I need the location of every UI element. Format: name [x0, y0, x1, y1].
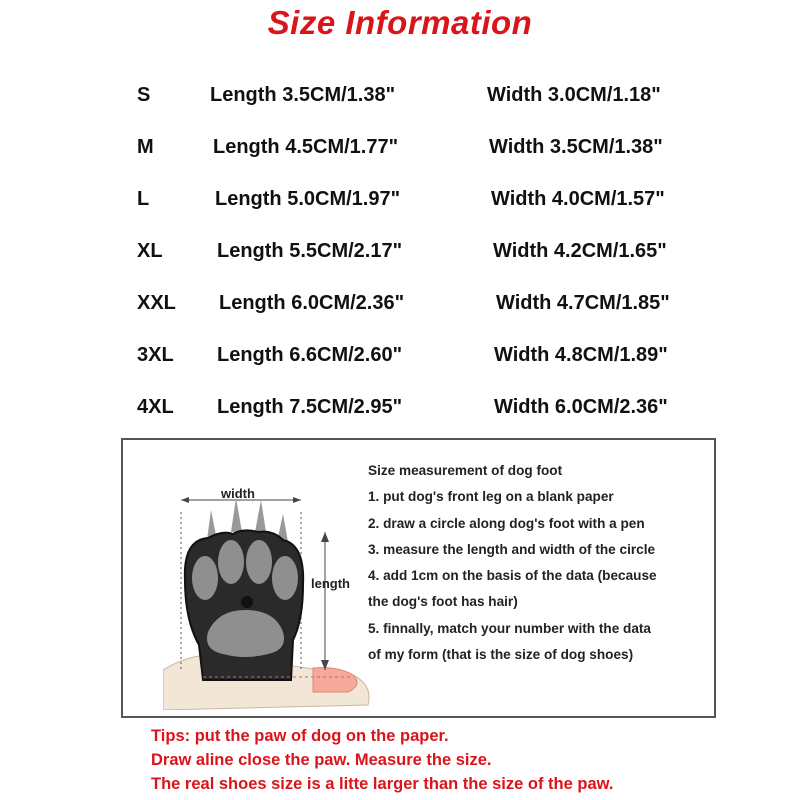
instruction-line: 1. put dog's front leg on a blank paper — [368, 489, 614, 505]
measurement-instructions — [368, 458, 713, 668]
width-value: Width 4.7CM/1.85" — [496, 292, 670, 314]
size-row — [0, 388, 800, 428]
tip-line: Tips: put the paw of dog on the paper. — [151, 727, 449, 745]
width-value: Width 3.5CM/1.38" — [489, 136, 663, 158]
width-label: width — [221, 486, 255, 501]
instruction-line: the dog's foot has hair) — [368, 594, 518, 610]
width-value: Width 4.2CM/1.65" — [493, 240, 667, 262]
size-row — [0, 336, 800, 376]
width-value: Width 6.0CM/2.36" — [494, 396, 668, 418]
instruction-line: 5. finnally, match your number with the data — [368, 620, 651, 636]
size-row — [0, 232, 800, 272]
size-label: L — [137, 188, 150, 210]
size-row — [0, 284, 800, 324]
length-value: Length 7.5CM/2.95" — [217, 396, 403, 418]
width-value: Width 4.0CM/1.57" — [491, 188, 665, 210]
size-label: S — [137, 84, 151, 106]
page-title: Size Information — [267, 4, 533, 41]
instruction-heading: Size measurement of dog foot — [368, 463, 563, 478]
instruction-line: 4. add 1cm on the basis of the data (because — [368, 568, 657, 584]
size-row — [0, 128, 800, 168]
size-label: XXL — [137, 292, 176, 314]
instruction-line: 2. draw a circle along dog's foot with a pen — [368, 515, 645, 531]
size-label: XL — [137, 240, 163, 262]
width-value: Width 4.8CM/1.89" — [494, 344, 668, 366]
width-value: Width 3.0CM/1.18" — [487, 84, 661, 106]
length-value: Length 6.6CM/2.60" — [217, 344, 403, 366]
length-label: length — [311, 576, 350, 591]
instruction-line: 3. measure the length and width of the circle — [368, 541, 656, 557]
tip-line: Draw aline close the paw. Measure the size. — [151, 751, 492, 769]
size-row — [0, 180, 800, 220]
size-row — [0, 76, 800, 116]
size-label: 3XL — [137, 344, 174, 366]
measurement-diagram-box — [121, 438, 716, 718]
length-value: Length 4.5CM/1.77" — [213, 136, 399, 158]
size-label: 4XL — [137, 396, 174, 418]
length-value: Length 5.0CM/1.97" — [215, 188, 401, 210]
length-value: Length 6.0CM/2.36" — [219, 292, 405, 314]
paw-diagram — [163, 470, 393, 710]
length-value: Length 3.5CM/1.38" — [210, 84, 396, 106]
size-label: M — [137, 136, 154, 158]
length-value: Length 5.5CM/2.17" — [217, 240, 403, 262]
tips-section — [151, 724, 791, 796]
tip-line: The real shoes size is a litte larger than the size of the paw. — [151, 775, 614, 793]
instruction-line: of my form (that is the size of dog shoes) — [368, 647, 634, 663]
